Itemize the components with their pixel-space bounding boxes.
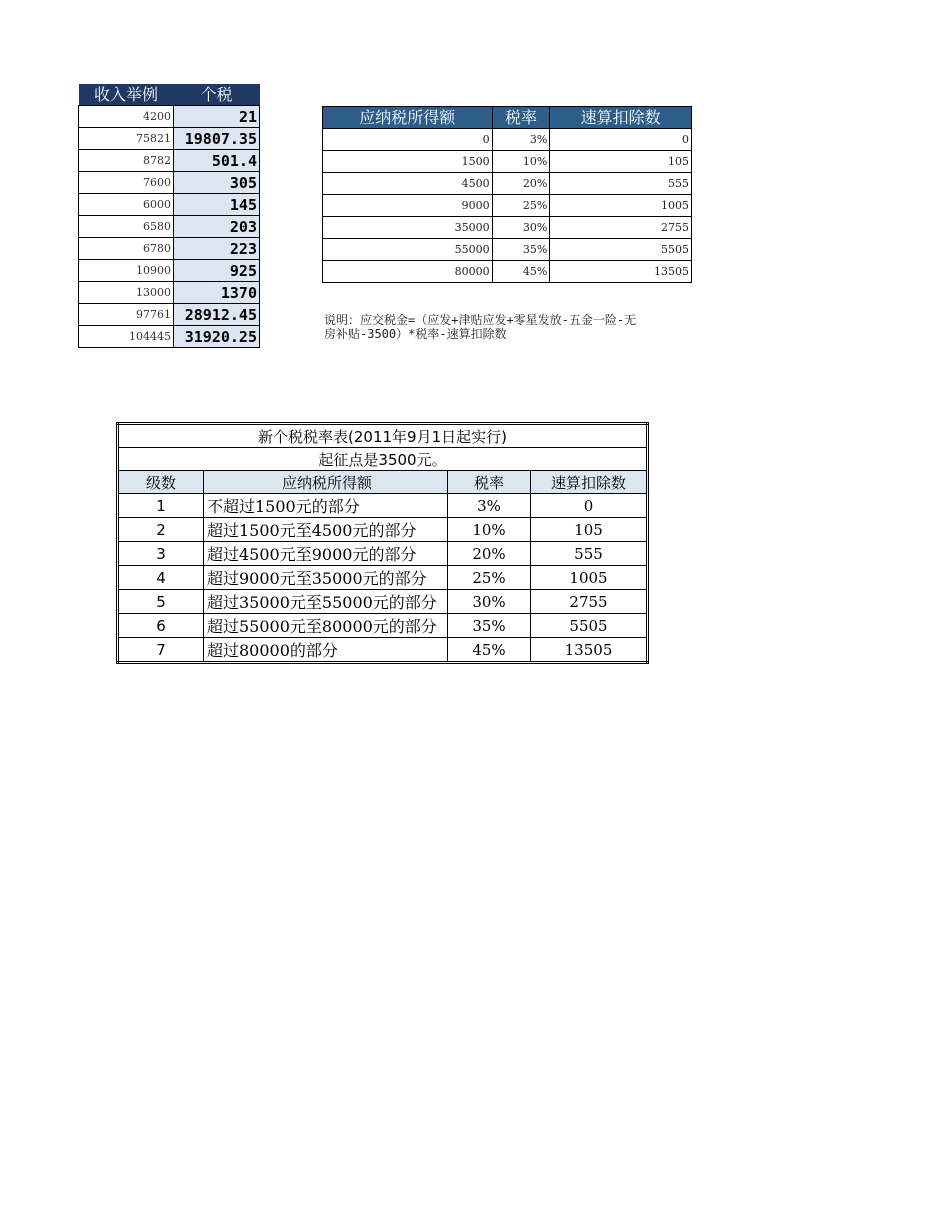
- tax-cell: 305: [174, 172, 260, 194]
- level-cell: 4: [118, 566, 204, 590]
- level-cell: 6: [118, 614, 204, 638]
- income-cell: 104445: [79, 326, 174, 348]
- table-row: [79, 282, 260, 304]
- table-row: [323, 195, 692, 217]
- table-row: [323, 261, 692, 283]
- header-range: 应纳税所得额: [204, 471, 448, 494]
- level-cell: 5: [118, 590, 204, 614]
- table-row: [79, 194, 260, 216]
- deduction-cell: 13505: [550, 261, 692, 283]
- range-cell: 超过4500元至9000元的部分: [204, 542, 448, 566]
- table-row: [118, 518, 648, 542]
- rate-cell: 3%: [448, 494, 531, 518]
- table-title-row: [118, 424, 648, 448]
- taxable-income-cell: 35000: [323, 217, 493, 239]
- table-row: [323, 217, 692, 239]
- header-rate: 税率: [492, 107, 550, 129]
- table-row: [79, 172, 260, 194]
- rate-cell: 25%: [448, 566, 531, 590]
- table-row: [79, 326, 260, 348]
- table-row: [79, 106, 260, 128]
- deduction-cell: 2755: [550, 217, 692, 239]
- income-cell: 13000: [79, 282, 174, 304]
- income-cell: 7600: [79, 172, 174, 194]
- table-row: [79, 150, 260, 172]
- table-row: [79, 238, 260, 260]
- taxable-income-cell: 80000: [323, 261, 493, 283]
- taxable-income-cell: 55000: [323, 239, 493, 261]
- income-cell: 6780: [79, 238, 174, 260]
- rate-cell: 45%: [448, 638, 531, 663]
- table-row: [79, 304, 260, 326]
- tax-cell: 28912.45: [174, 304, 260, 326]
- table-row: [118, 542, 648, 566]
- note-line-1: 说明：应交税金=（应发+津贴应发+零星发放-五金一险-无: [324, 313, 637, 327]
- rate-cell: 10%: [492, 151, 550, 173]
- header-rate: 税率: [448, 471, 531, 494]
- table-title: 新个税税率表(2011年9月1日起实行): [118, 424, 648, 448]
- level-cell: 7: [118, 638, 204, 663]
- table-row: [79, 260, 260, 282]
- deduction-cell: 105: [531, 518, 648, 542]
- table-row: [79, 216, 260, 238]
- table-row: [118, 614, 648, 638]
- table-row: [118, 638, 648, 663]
- table-row: [118, 566, 648, 590]
- deduction-cell: 13505: [531, 638, 648, 663]
- tax-cell: 1370: [174, 282, 260, 304]
- rate-cell: 30%: [492, 217, 550, 239]
- rate-cell: 45%: [492, 261, 550, 283]
- income-cell: 4200: [79, 106, 174, 128]
- deduction-cell: 555: [550, 173, 692, 195]
- taxable-income-cell: 0: [323, 129, 493, 151]
- deduction-cell: 0: [550, 129, 692, 151]
- tax-cell: 925: [174, 260, 260, 282]
- taxable-income-cell: 9000: [323, 195, 493, 217]
- range-cell: 超过9000元至35000元的部分: [204, 566, 448, 590]
- income-cell: 97761: [79, 304, 174, 326]
- deduction-cell: 0: [531, 494, 648, 518]
- deduction-cell: 1005: [531, 566, 648, 590]
- table-row: [79, 128, 260, 150]
- range-cell: 超过55000元至80000元的部分: [204, 614, 448, 638]
- table-row: [118, 590, 648, 614]
- new-table-header: [118, 471, 648, 494]
- tax-cell: 21: [174, 106, 260, 128]
- rate-cell: 35%: [492, 239, 550, 261]
- rate-cell: 3%: [492, 129, 550, 151]
- table-row: [118, 494, 648, 518]
- deduction-cell: 2755: [531, 590, 648, 614]
- table-row: [323, 239, 692, 261]
- rate-cell: 20%: [492, 173, 550, 195]
- table-subtitle-row: [118, 448, 648, 471]
- income-example-table: [78, 84, 260, 348]
- rate-cell: 10%: [448, 518, 531, 542]
- deduction-cell: 1005: [550, 195, 692, 217]
- range-cell: 超过35000元至55000元的部分: [204, 590, 448, 614]
- tax-rate-table: [322, 106, 692, 283]
- table-row: [323, 173, 692, 195]
- deduction-cell: 105: [550, 151, 692, 173]
- income-cell: 6000: [79, 194, 174, 216]
- tax-cell: 223: [174, 238, 260, 260]
- table-row: [323, 129, 692, 151]
- range-cell: 超过1500元至4500元的部分: [204, 518, 448, 542]
- range-cell: 不超过1500元的部分: [204, 494, 448, 518]
- formula-note: [324, 313, 694, 341]
- tax-cell: 203: [174, 216, 260, 238]
- rate-table-header: [323, 107, 692, 129]
- table-row: [323, 151, 692, 173]
- income-cell: 6580: [79, 216, 174, 238]
- header-taxable-income: 应纳税所得额: [323, 107, 493, 129]
- header-income: 收入举例: [79, 84, 174, 106]
- taxable-income-cell: 1500: [323, 151, 493, 173]
- deduction-cell: 555: [531, 542, 648, 566]
- income-cell: 8782: [79, 150, 174, 172]
- income-cell: 10900: [79, 260, 174, 282]
- header-level: 级数: [118, 471, 204, 494]
- rate-cell: 20%: [448, 542, 531, 566]
- header-deduction: 速算扣除数: [550, 107, 692, 129]
- new-tax-rate-table: [116, 422, 649, 664]
- note-line-2: 房补贴-3500）*税率-速算扣除数: [324, 327, 507, 341]
- range-cell: 超过80000的部分: [204, 638, 448, 663]
- tax-cell: 145: [174, 194, 260, 216]
- income-cell: 75821: [79, 128, 174, 150]
- taxable-income-cell: 4500: [323, 173, 493, 195]
- rate-cell: 30%: [448, 590, 531, 614]
- tax-cell: 31920.25: [174, 326, 260, 348]
- tax-cell: 19807.35: [174, 128, 260, 150]
- income-table-header: [79, 84, 260, 106]
- header-deduction: 速算扣除数: [531, 471, 648, 494]
- header-tax: 个税: [174, 84, 260, 106]
- table-subtitle: 起征点是3500元。: [118, 448, 648, 471]
- rate-cell: 25%: [492, 195, 550, 217]
- deduction-cell: 5505: [550, 239, 692, 261]
- rate-cell: 35%: [448, 614, 531, 638]
- tax-cell: 501.4: [174, 150, 260, 172]
- level-cell: 3: [118, 542, 204, 566]
- level-cell: 1: [118, 494, 204, 518]
- level-cell: 2: [118, 518, 204, 542]
- deduction-cell: 5505: [531, 614, 648, 638]
